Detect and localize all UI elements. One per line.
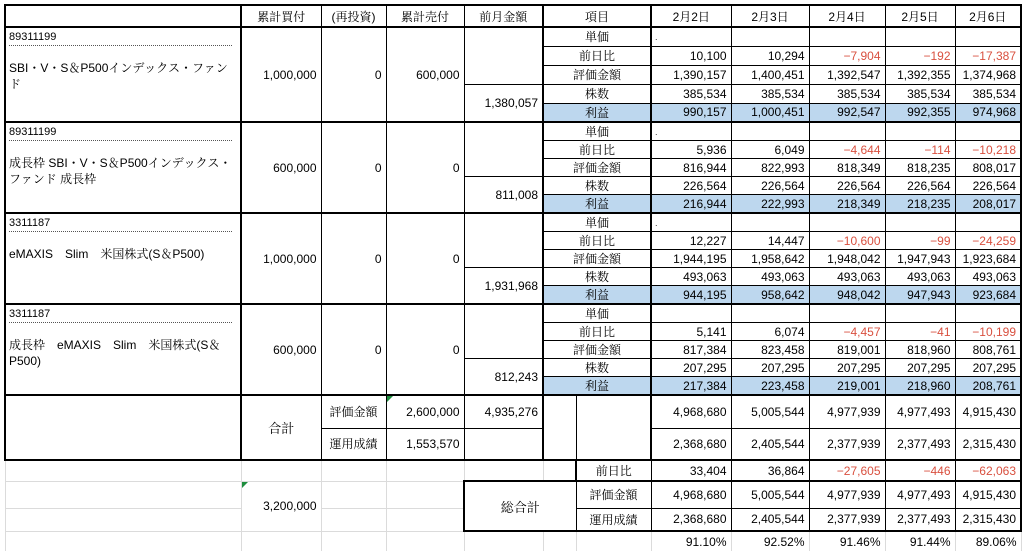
value-cell[interactable]: 2,315,430 [955,508,1021,531]
empty-cell[interactable] [464,460,543,481]
value-cell[interactable]: 6,074 [731,323,809,341]
row-label[interactable]: 利益 [543,286,651,305]
header-date[interactable]: 2月6日 [955,5,1021,27]
row-label[interactable]: 利益 [543,103,651,122]
value-cell[interactable]: 493,063 [651,268,731,286]
subtotal-label[interactable]: 合計 [241,395,321,460]
fund-name-cell[interactable] [5,213,241,304]
value-cell[interactable]: −17,387 [955,46,1021,65]
row-label[interactable]: 評価金額 [321,395,386,428]
value-cell[interactable]: 1,944,195 [651,250,731,268]
value-cell[interactable]: 817,384 [651,341,731,359]
value-cell[interactable]: 990,157 [651,103,731,122]
empty-cell[interactable] [464,304,543,359]
fund-name: 成長枠 SBI・V・S＆P500インデックス・ファンド 成長枠 [9,156,232,186]
value-cell[interactable]: −41 [885,323,955,341]
value-cell[interactable]: 818,349 [809,159,885,177]
empty-cell[interactable] [321,531,386,551]
value-cell[interactable]: 944,195 [651,286,731,305]
empty-cell[interactable] [543,395,576,460]
value-cell[interactable]: 1,000,000 [241,213,321,304]
row-label[interactable]: 単価 [543,122,651,141]
empty-cell[interactable] [543,460,576,481]
value-cell[interactable]: −4,644 [809,141,885,159]
value-cell[interactable]: 2,368,680 [651,428,731,460]
empty-cell[interactable] [464,27,543,84]
empty-cell[interactable] [543,531,576,551]
row-label[interactable]: 単価 [543,304,651,323]
value-cell[interactable]: 1,923,684 [955,250,1021,268]
value-cell[interactable] [885,304,955,323]
value-cell[interactable]: 14,447 [731,232,809,250]
value-cell[interactable]: 816,944 [651,159,731,177]
value-cell[interactable]: 385,534 [885,84,955,103]
value-cell[interactable]: 4,977,493 [885,481,955,508]
row-label[interactable]: 株数 [543,177,651,195]
value-cell[interactable]: 218,349 [809,195,885,214]
prev-month-value[interactable]: 1,380,057 [464,84,543,122]
value-cell[interactable]: 33,404 [651,460,731,481]
empty-cell[interactable] [576,531,651,551]
row-label[interactable]: 単価 [543,213,651,232]
percent-cell[interactable]: 91.10% [651,531,731,551]
value-cell[interactable]: 493,063 [809,268,885,286]
empty-cell[interactable] [241,531,321,551]
value-cell[interactable]: −7,904 [809,46,885,65]
value-cell[interactable]: 992,547 [809,103,885,122]
value-cell[interactable] [955,304,1021,323]
value-cell[interactable]: −192 [885,46,955,65]
empty-cell[interactable] [5,481,241,508]
percent-cell[interactable]: 91.46% [809,531,885,551]
value-cell[interactable]: 217,384 [651,377,731,396]
empty-cell[interactable] [241,460,321,481]
value-cell[interactable]: 808,017 [955,159,1021,177]
row-label[interactable]: 前日比 [543,323,651,341]
value-cell[interactable]: 1,553,570 [386,428,464,460]
fund-block-row [5,122,1021,141]
fund-code: 3311187 [9,307,232,323]
value-cell[interactable]: 923,684 [955,286,1021,305]
value-cell[interactable]: 600,000 [241,304,321,395]
header-sell[interactable]: 累計売付 [386,5,464,27]
value-cell[interactable]: 4,968,680 [651,395,731,428]
percent-cell[interactable]: 92.52% [731,531,809,551]
value-cell[interactable]: 0 [386,122,464,213]
empty-cell[interactable] [464,428,543,460]
row-label[interactable]: 評価金額 [543,65,651,84]
value-cell[interactable]: −114 [885,141,955,159]
value-cell[interactable]: −62,063 [955,460,1021,481]
row-label[interactable]: 前日比 [576,460,651,481]
value-cell[interactable]: 226,564 [955,177,1021,195]
value-cell[interactable] [651,213,731,232]
value-cell[interactable]: 218,960 [885,377,955,396]
empty-cell[interactable] [386,481,464,508]
value-cell[interactable]: 216,944 [651,195,731,214]
value-cell[interactable]: 385,534 [809,84,885,103]
row-label[interactable]: 運用成績 [576,508,651,531]
value-cell[interactable]: 819,001 [809,341,885,359]
value-cell[interactable]: 36,864 [731,460,809,481]
value-cell[interactable]: −4,457 [809,323,885,341]
value-cell[interactable] [809,304,885,323]
row-label[interactable]: 運用成績 [321,428,386,460]
value-cell[interactable]: 600,000 [386,27,464,122]
empty-cell[interactable] [5,395,241,460]
value-cell[interactable]: 4,977,939 [809,481,885,508]
fund-code: 3311187 [9,216,232,232]
value-cell[interactable] [885,122,955,141]
value-cell[interactable] [809,27,885,46]
value-cell[interactable]: 6,049 [731,141,809,159]
value-cell[interactable]: 5,005,544 [731,395,809,428]
row-label[interactable]: 評価金額 [576,481,651,508]
empty-cell[interactable] [5,460,241,481]
value-cell[interactable] [731,213,809,232]
fund-block-row [5,304,1021,323]
value-cell[interactable]: −10,199 [955,323,1021,341]
row-label[interactable]: 株数 [543,359,651,377]
value-cell[interactable]: 4,968,680 [651,481,731,508]
fund-code: 89311199 [9,30,232,46]
value-cell[interactable]: −446 [885,460,955,481]
empty-cell[interactable] [321,508,386,531]
fund-name-cell[interactable] [5,122,241,213]
value-cell[interactable]: 2,368,680 [651,508,731,531]
invested-total-cell[interactable]: 3,200,000 [241,481,321,531]
value-cell[interactable]: −10,218 [955,141,1021,159]
value-cell[interactable]: 1,958,642 [731,250,809,268]
value-cell[interactable] [651,304,731,323]
empty-cell[interactable] [464,213,543,268]
value-cell[interactable]: 219,001 [809,377,885,396]
value-cell[interactable]: 226,564 [885,177,955,195]
value-cell[interactable]: 4,915,430 [955,395,1021,428]
value-cell[interactable]: 226,564 [731,177,809,195]
value-cell[interactable] [651,122,731,141]
value-cell[interactable]: 207,295 [651,359,731,377]
value-cell[interactable]: 12,227 [651,232,731,250]
value-cell[interactable]: 0 [321,304,386,395]
header-buy[interactable]: 累計買付 [241,5,321,27]
value-cell[interactable]: 1,948,042 [809,250,885,268]
value-cell[interactable]: 207,295 [885,359,955,377]
value-cell[interactable]: 4,977,493 [885,395,955,428]
value-cell[interactable]: 818,960 [885,341,955,359]
header-date[interactable]: 2月3日 [731,5,809,27]
value-cell[interactable]: 974,968 [955,103,1021,122]
row-label[interactable]: 前日比 [543,46,651,65]
value-cell[interactable]: 2,377,939 [809,428,885,460]
value-cell[interactable]: 2,377,939 [809,508,885,531]
fund-name: 成長枠 eMAXIS Slim 米国株式(S＆P500) [9,338,221,368]
value-cell[interactable]: 207,295 [955,359,1021,377]
grand-total-row [5,481,1021,508]
value-cell[interactable]: 5,936 [651,141,731,159]
empty-cell[interactable] [5,508,241,531]
subtotal-row [5,395,1021,428]
value-cell[interactable]: 0 [321,27,386,122]
daily-change-total-row [5,460,1021,481]
value-cell[interactable] [885,213,955,232]
empty-cell[interactable] [576,395,651,460]
value-cell[interactable]: 493,063 [731,268,809,286]
fund-name-cell[interactable] [5,304,241,395]
row-label[interactable]: 株数 [543,84,651,103]
value-cell[interactable]: 207,295 [731,359,809,377]
dot-mark: . [655,217,658,228]
row-label[interactable]: 前日比 [543,232,651,250]
empty-cell[interactable] [321,481,386,508]
cell-flag-triangle [387,396,393,402]
value-cell[interactable]: 1,400,451 [731,65,809,84]
empty-cell[interactable] [464,531,543,551]
fund-code: 89311199 [9,125,232,141]
value-cell[interactable] [731,122,809,141]
value-cell[interactable] [651,27,731,46]
header-date[interactable]: 2月5日 [885,5,955,27]
empty-cell[interactable] [386,508,464,531]
value-cell[interactable]: 2,377,493 [885,428,955,460]
value-cell[interactable]: 1,392,547 [809,65,885,84]
value-cell[interactable]: 0 [321,213,386,304]
value-cell[interactable]: 992,355 [885,103,955,122]
value-cell[interactable]: −24,259 [955,232,1021,250]
value-cell[interactable]: 822,993 [731,159,809,177]
row-label[interactable]: 利益 [543,195,651,214]
value-cell[interactable]: 2,600,000 [386,395,464,428]
value-cell[interactable]: 1,374,968 [955,65,1021,84]
value-cell[interactable] [809,122,885,141]
value-cell[interactable]: 493,063 [955,268,1021,286]
empty-cell[interactable] [321,460,386,481]
value-cell[interactable]: 1,000,000 [241,27,321,122]
value-cell[interactable]: 1,392,355 [885,65,955,84]
value-cell[interactable]: 385,534 [651,84,731,103]
value-cell[interactable]: 1,947,943 [885,250,955,268]
header-date[interactable]: 2月4日 [809,5,885,27]
empty-cell[interactable] [5,531,241,551]
empty-cell[interactable] [464,122,543,177]
value-cell[interactable]: 223,458 [731,377,809,396]
value-cell[interactable]: 2,405,544 [731,508,809,531]
value-cell[interactable]: 5,005,544 [731,481,809,508]
value-cell[interactable]: −10,600 [809,232,885,250]
prev-month-value[interactable]: 812,243 [464,359,543,396]
empty-cell[interactable] [386,531,464,551]
value-cell[interactable]: 226,564 [809,177,885,195]
header-item[interactable]: 項目 [543,5,651,27]
cell-flag-triangle [242,482,248,488]
value-cell[interactable]: 208,761 [955,377,1021,396]
value-cell[interactable] [955,27,1021,46]
header-prev-month[interactable]: 前月金額 [464,5,543,27]
value-cell[interactable] [885,27,955,46]
value-cell[interactable]: 222,993 [731,195,809,214]
header-date[interactable]: 2月2日 [651,5,731,27]
row-label[interactable]: 評価金額 [543,341,651,359]
row-label[interactable]: 単価 [543,27,651,46]
value-cell[interactable]: 385,534 [955,84,1021,103]
value-cell[interactable] [731,27,809,46]
value-cell[interactable]: 208,017 [955,195,1021,214]
row-label[interactable]: 前日比 [543,141,651,159]
value-cell[interactable]: 0 [386,213,464,304]
value-cell[interactable]: 4,977,939 [809,395,885,428]
value-cell[interactable]: 823,458 [731,341,809,359]
row-label[interactable]: 株数 [543,268,651,286]
row-label[interactable]: 利益 [543,377,651,396]
value-cell[interactable]: 600,000 [241,122,321,213]
value-cell[interactable]: 10,294 [731,46,809,65]
value-cell[interactable]: 0 [321,122,386,213]
header-reinvest[interactable]: (再投資) [321,5,386,27]
value-cell[interactable]: 958,642 [731,286,809,305]
value-cell[interactable] [731,304,809,323]
value-cell[interactable]: −27,605 [809,460,885,481]
value-cell[interactable]: 385,534 [731,84,809,103]
prev-month-value[interactable]: 811,008 [464,177,543,214]
percent-cell[interactable]: 91.44% [885,531,955,551]
empty-cell[interactable] [386,460,464,481]
value-cell[interactable]: 0 [386,304,464,395]
fund-name-cell[interactable] [5,27,241,122]
value-cell[interactable]: 5,141 [651,323,731,341]
header-row [5,5,1021,27]
value-cell[interactable]: 1,390,157 [651,65,731,84]
fund-block-row [5,27,1021,46]
value-cell[interactable]: 2,405,544 [731,428,809,460]
fund-name: SBI・V・S＆P500インデックス・ファンド [9,61,228,91]
prev-month-value[interactable]: 1,931,968 [464,268,543,305]
value-cell[interactable] [809,213,885,232]
value-cell[interactable]: 948,042 [809,286,885,305]
row-label[interactable]: 評価金額 [543,159,651,177]
value-cell[interactable]: 808,761 [955,341,1021,359]
value-cell[interactable] [955,213,1021,232]
value-cell[interactable]: 4,935,276 [464,395,543,428]
value-cell[interactable]: 4,915,430 [955,481,1021,508]
value-cell[interactable]: 1,000,451 [731,103,809,122]
value-cell[interactable]: 493,063 [885,268,955,286]
corner-cell[interactable] [5,5,241,27]
value-cell[interactable] [955,122,1021,141]
dot-mark: . [655,31,658,42]
value-cell[interactable]: 218,235 [885,195,955,214]
value-cell[interactable]: 2,377,493 [885,508,955,531]
portfolio-spreadsheet [4,4,1022,551]
row-label[interactable]: 評価金額 [543,250,651,268]
percent-cell[interactable]: 89.06% [955,531,1021,551]
dot-mark: . [655,126,658,137]
value-cell[interactable]: 226,564 [651,177,731,195]
value-cell[interactable]: −99 [885,232,955,250]
value-cell[interactable]: 2,315,430 [955,428,1021,460]
fund-block-row [5,213,1021,232]
value-cell[interactable]: 818,235 [885,159,955,177]
percent-row [5,531,1021,551]
value-cell[interactable]: 947,943 [885,286,955,305]
value-cell[interactable]: 10,100 [651,46,731,65]
fund-name: eMAXIS Slim 米国株式(S＆P500) [9,247,205,262]
value-cell[interactable]: 207,295 [809,359,885,377]
grand-total-label[interactable]: 総合計 [464,481,576,531]
